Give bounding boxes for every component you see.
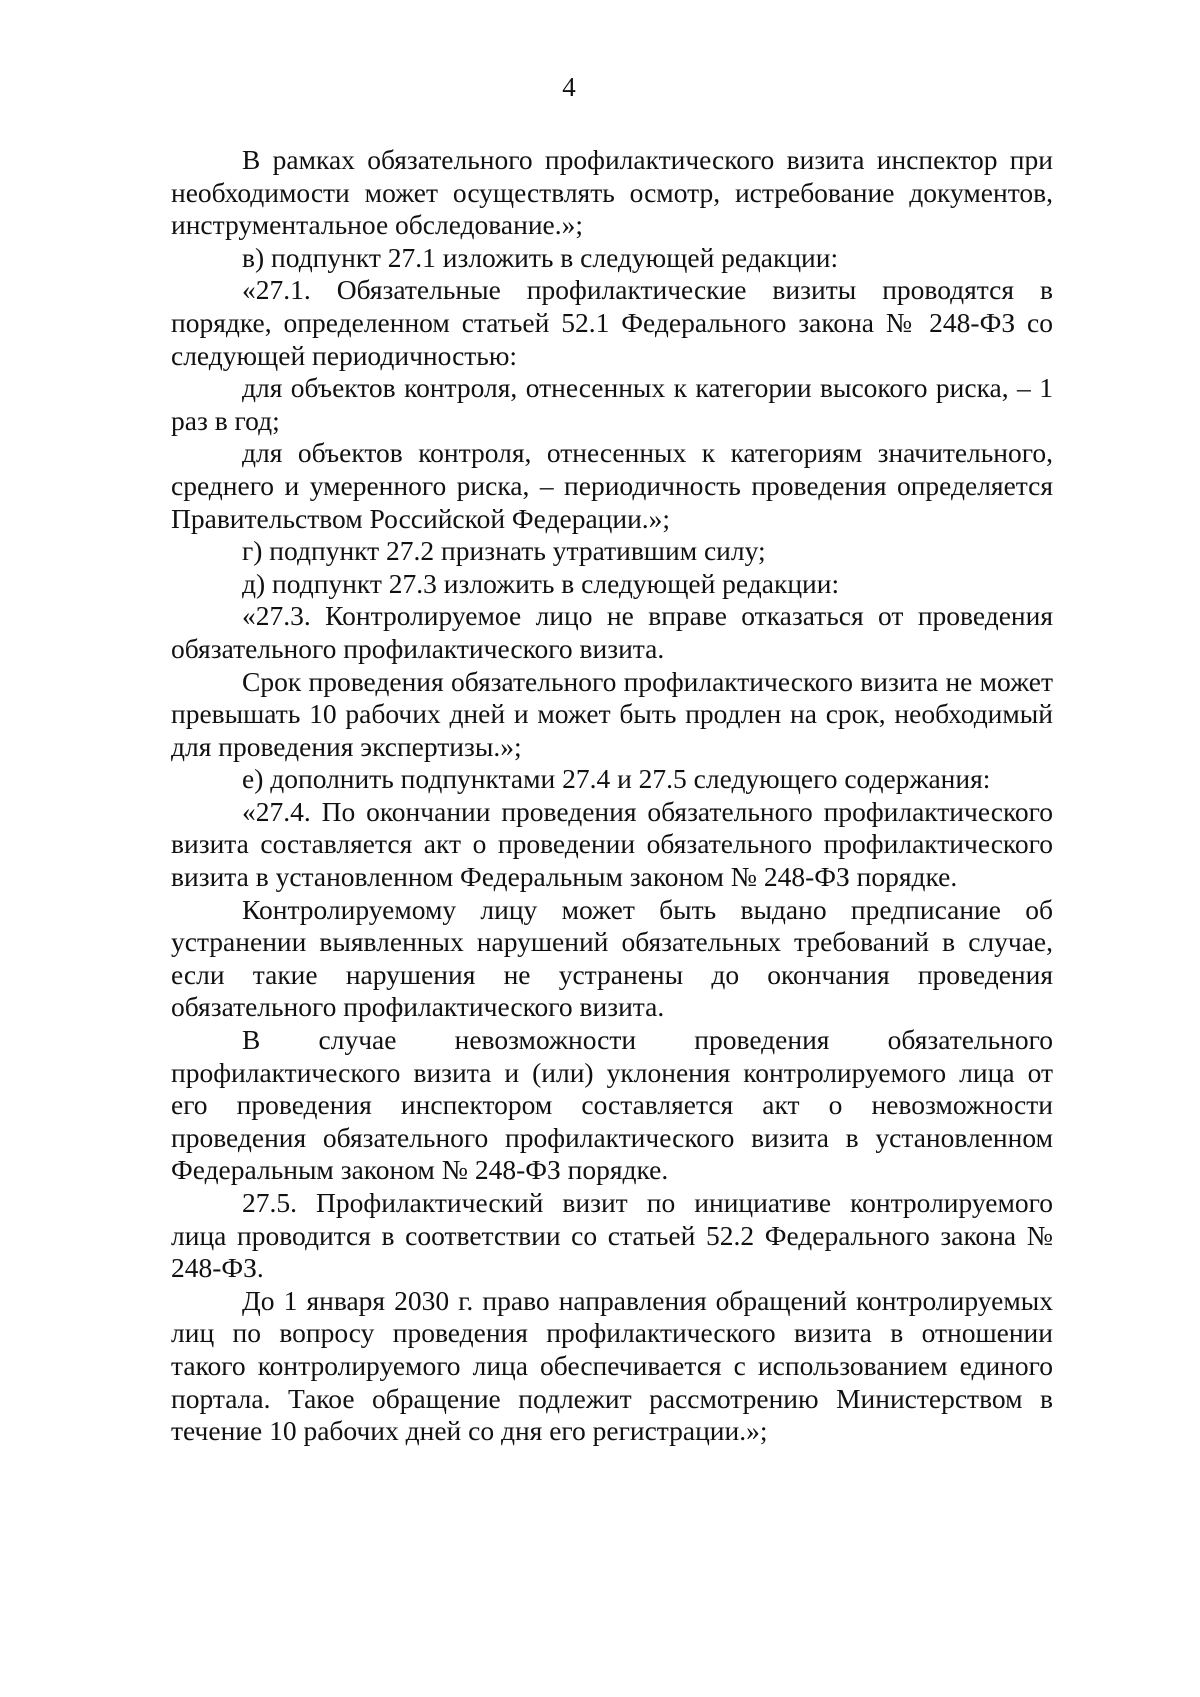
paragraph: е) дополнить подпунктами 27.4 и 27.5 следующего содержания: (242, 763, 991, 795)
paragraph: для объектов контроля, отнесенных к категориям значительного, среднего и умеренного риска, – периодичность проведения определяется Правительством Российской Федерации.»; (171, 437, 1053, 534)
paragraph: в) подпункт 27.1 изложить в следующей редакции: (242, 241, 839, 273)
paragraph: В рамках обязательного профилактического визита инспектор при необходимости может осуществлять осмотр, истребование документов, инструментальное обследование.»; (171, 144, 1053, 241)
paragraph: «27.4. По окончании проведения обязательного профилактического визита составляется акт о проведении обязательного профилактического визита в установленном Федеральным законом № 248-ФЗ порядке. (171, 795, 1053, 893)
paragraph: Контролируемому лицу может быть выдано предписание об устранении выявленных нарушений обязательных требований в случае, если такие нарушения не устранены до окончания проведения обязательного профилактического визита. (171, 893, 1053, 1023)
paragraph: «27.3. Контролируемое лицо не вправе отказаться от проведения обязательного профилактического визита. (171, 600, 1053, 664)
paragraph: «27.1. Обязательные профилактические визиты проводятся в порядке, определенном статьей 52.1 Федерального закона № 248-ФЗ со следующей периодичностью: (171, 274, 1053, 371)
page-number: 4 (562, 72, 576, 102)
paragraph: До 1 января 2030 г. право направления обращений контролируемых лиц по вопросу проведения профилактического визита в отношении такого контролируемого лица обеспечивается с использованием единого портала. Такое обращение подлежит рассмотрению Министерством в течение 10 рабочих дней со дня его регистрации.»; (171, 1284, 1053, 1447)
paragraph: Срок проведения обязательного профилактического визита не может превышать 10 рабочих дней и может быть продлен на срок, необходимый для проведения экспертизы.»; (171, 665, 1053, 762)
paragraph: для объектов контроля, отнесенных к категории высокого риска, – 1 раз в год; (171, 372, 1053, 436)
paragraph: 27.5. Профилактический визит по инициативе контролируемого лица проводится в соответствии со статьей 52.2 Федерального закона № 248-ФЗ. (171, 1187, 1053, 1284)
paragraph: В случае невозможности проведения обязательного профилактического визита и (или) уклонения контролируемого лица от его проведения инспектором составляется акт о невозможности проведения обязательного профилактического визита в установленном Федеральным законом № 248-ФЗ порядке. (171, 1024, 1053, 1186)
paragraph: г) подпункт 27.2 признать утратившим силу; (242, 535, 766, 567)
paragraph: д) подпункт 27.3 изложить в следующей редакции: (242, 567, 840, 599)
document-body (171, 144, 1053, 1448)
